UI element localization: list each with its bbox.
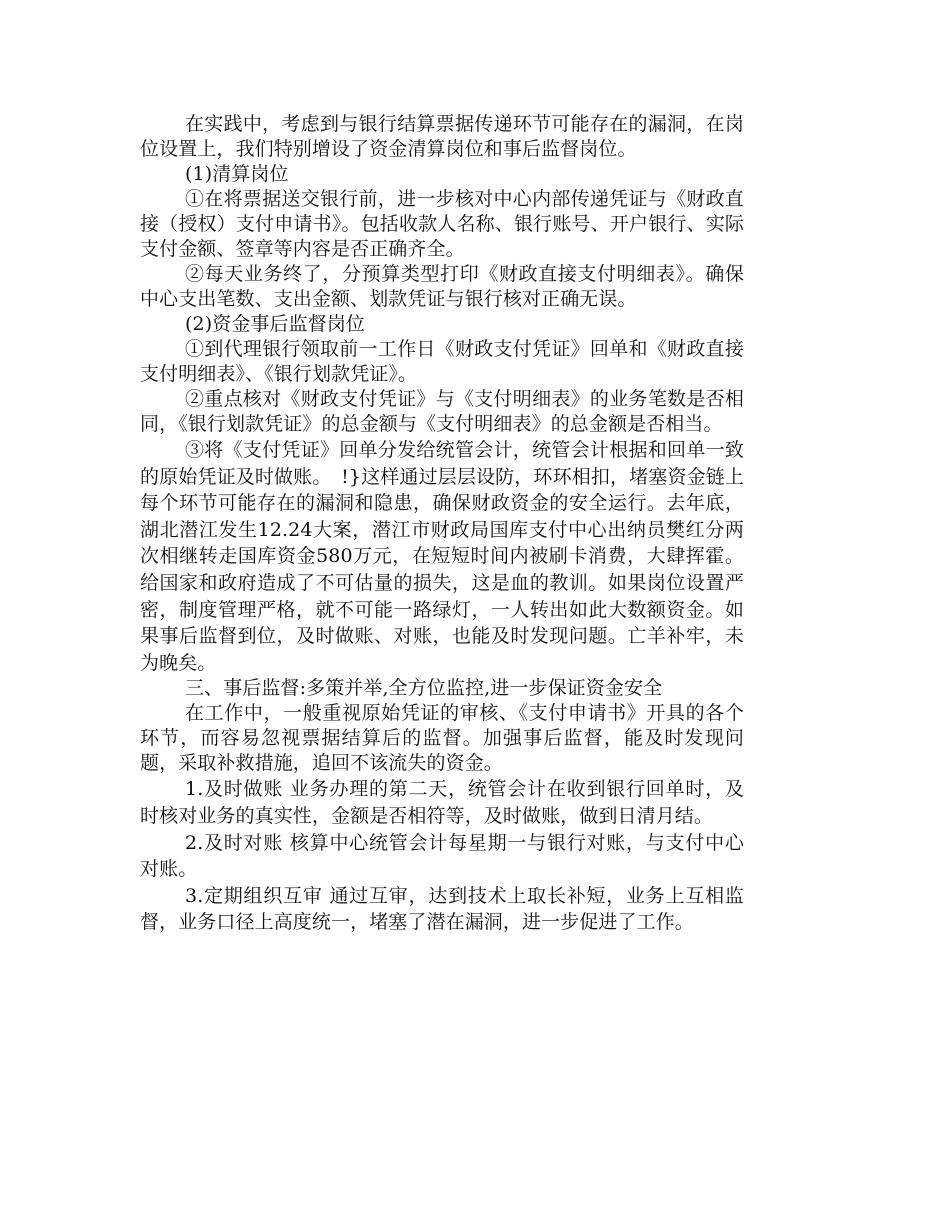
paragraph-clearing-1: ①在将票据送交银行前，进一步核对中心内部传递凭证与《财政直接（授权）支付申请书》。包括收款人名称、银行账号、开户银行、实际支付金额、签章等内容是否正确齐全。	[140, 188, 744, 260]
paragraph-supervision-2: ②重点核对《财政支付凭证》与《支付明细表》的业务笔数是否相同，《银行划款凭证》的总金额与《支付明细表》的总金额是否相当。	[140, 388, 744, 435]
paragraph-timely-bookkeeping: 1.及时做账 业务办理的第二天，统管会计在收到银行回单时，及时核对业务的真实性，金额是否相符等，及时做账，做到日清月结。	[140, 778, 744, 827]
heading-clearing-post: (1)清算岗位	[185, 163, 289, 185]
paragraph-section-three-intro: 在工作中，一般重视原始凭证的审核、《支付申请书》开具的各个环节，而容易忽视票据结算后的监督。加强事后监督，能及时发现问题，采取补救措施，追回不该流失的资金。	[140, 702, 744, 775]
heading-section-three: 三、事后监督:多策并举,全方位监控,进一步保证资金安全	[185, 677, 663, 700]
paragraph-mutual-review: 3.定期组织互审 通过互审，达到技术上取长补短，业务上互相监督，业务口径上高度统一，堵塞了潜在漏洞，进一步促进了工作。	[140, 884, 744, 934]
paragraph-supervision-3: ③将《支付凭证》回单分发给统管会计，统管会计根据和回单一致的原始凭证及时做账。 !}这样通过层层设防，环环相扣，堵塞资金链上每个环节可能存在的漏洞和隐患，确保财政资金的安全运行。去年底，湖北潜江发生12.24大案，潜江市财政局国库支付中心出纳员樊红分两次相继转走国库资金580万元，在短短时间内被刷卡消费，大肆挥霍。给国家和政府造成了不可估量的损失，这是血的教训。如果岗位设置严密，制度管理严格，就不可能一路绿灯，一人转出如此大数额资金。如果事后监督到位，及时做账、对账，也能及时发现问题。亡羊补牢，未为晚矣。	[140, 439, 744, 674]
paragraph-intro: 在实践中，考虑到与银行结算票据传递环节可能存在的漏洞，在岗位设置上，我们特别增设了资金清算岗位和事后监督岗位。	[140, 113, 744, 160]
heading-supervision-post: (2)资金事后监督岗位	[185, 313, 366, 335]
document-body	[140, 112, 744, 936]
paragraph-timely-reconciliation: 2.及时对账 核算中心统管会计每星期一与银行对账，与支付中心对账。	[140, 831, 744, 881]
paragraph-supervision-1: ①到代理银行领取前一工作日《财政支付凭证》回单和《财政直接支付明细表》、《银行划款凭证》。	[140, 338, 744, 385]
paragraph-clearing-2: ②每天业务终了，分预算类型打印《财政直接支付明细表》。确保中心支出笔数、支出金额、划款凭证与银行核对正确无误。	[140, 263, 744, 310]
